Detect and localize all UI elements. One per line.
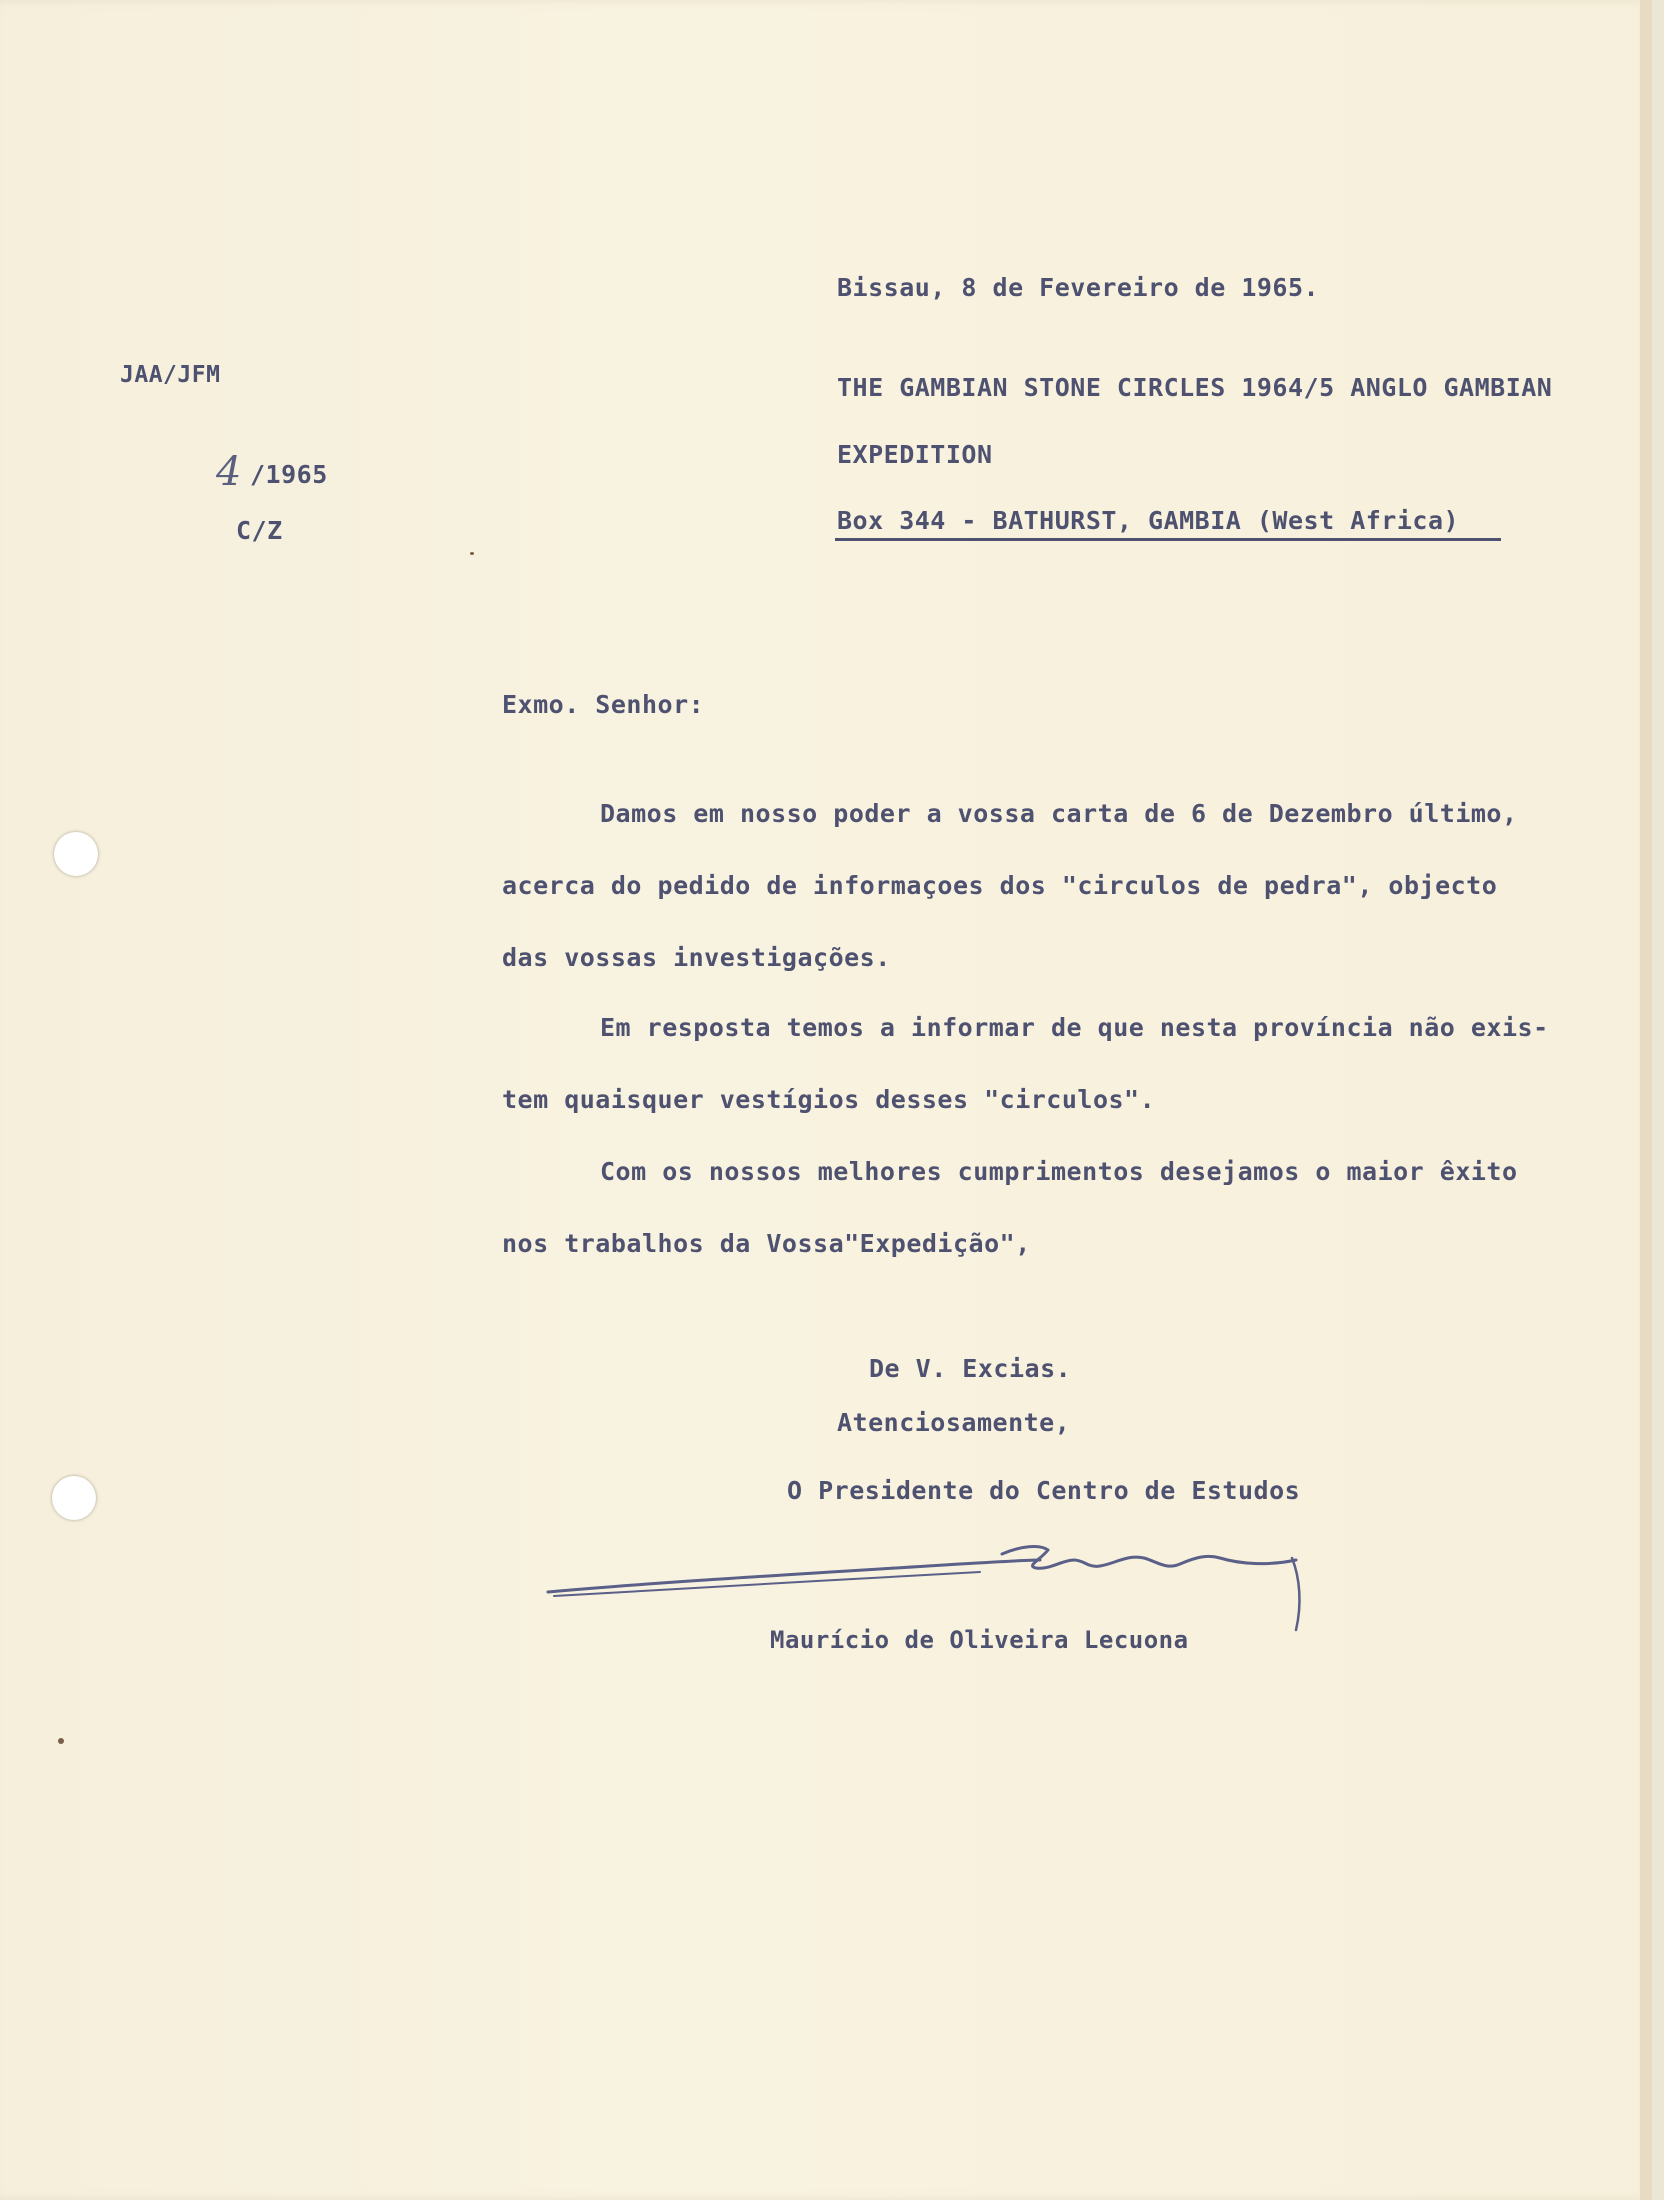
paper-speck [58, 1738, 64, 1744]
paper-speck [470, 552, 474, 555]
handwritten-signature [540, 1530, 1340, 1640]
reference-initials: JAA/JFM [120, 362, 221, 388]
closing-line-2: Atenciosamente, [837, 1408, 1071, 1437]
reference-number-year: /1965 [250, 460, 328, 489]
reference-code: C/Z [236, 516, 283, 545]
recipient-line-3: Box 344 - BATHURST, GAMBIA (West Africa) [837, 506, 1460, 535]
salutation: Exmo. Senhor: [502, 690, 705, 719]
recipient-line-2: EXPEDITION [837, 440, 993, 469]
recipient-line-1: THE GAMBIAN STONE CIRCLES 1964/5 ANGLO GAMBIAN [837, 373, 1553, 402]
body-paragraph-2: Em resposta temos a informar de que nesta província não exis- tem quaisquer vestígios desses "circulos". [502, 1013, 1549, 1114]
body-paragraph-3: Com os nossos melhores cumprimentos desejamos o maior êxito nos trabalhos da Vossa"Expedição", [502, 1157, 1518, 1258]
signatory-name: Maurício de Oliveira Lecuona [770, 1626, 1189, 1654]
punch-hole-bottom [52, 1476, 96, 1520]
recipient-underline [835, 538, 1501, 541]
closing-line-1: De V. Excias. [869, 1354, 1072, 1383]
punch-hole-top [54, 832, 98, 876]
body-paragraph-1: Damos em nosso poder a vossa carta de 6 de Dezembro último, acerca do pedido de informaçoes dos "circulos de pedra", objecto das vossas investigações. [502, 799, 1518, 972]
reference-number-handwritten: 4 [216, 449, 242, 495]
place-date: Bissau, 8 de Fevereiro de 1965. [837, 273, 1320, 302]
closing-line-3: O Presidente do Centro de Estudos [787, 1476, 1301, 1505]
